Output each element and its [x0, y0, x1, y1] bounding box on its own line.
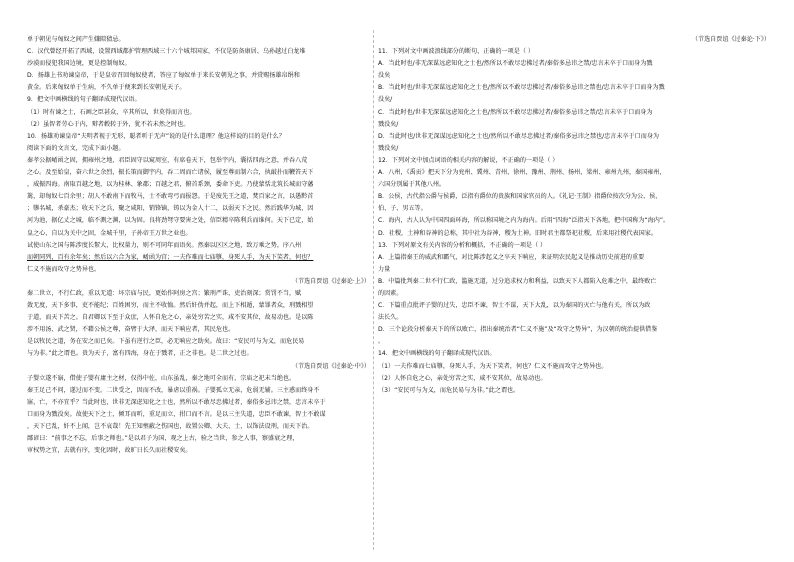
text-line: A．八州，《禹贡》把天下分为兖州、冀州、青州、徐州、豫州、荆州、扬州、梁州、雍州九州，秦国雍州， [378, 169, 666, 177]
text-line: （3）“安民可与为义，而危民易与为非。”此之谓也。 [378, 386, 520, 394]
text-line: 。 [378, 338, 385, 346]
right-questions [378, 46, 770, 397]
text-line: D．社稷，土神和谷神的总称，其中社为谷神，稷为土神。旧时君主都祭祀社稷，后来用社稷代表国家。 [378, 229, 657, 237]
left-passage-3 [27, 373, 370, 458]
text-line: 试使山东之国与陈涉度长絜大，比权量力，则不可同年而语矣。然秦以区区之地，致万乘之势，序八州 [27, 241, 302, 249]
text-line: 力量 [378, 265, 391, 273]
column-divider [373, 30, 374, 550]
text-line: 仁义不施而攻守之势异也。 [27, 265, 101, 273]
text-line: ；隳名城，杀豪杰；收天下之兵，聚之咸阳，销锋镝，铸以为金人十二，以弱天下之民。然后践华为城，因 [27, 205, 314, 213]
text-line: 敛无度，天下多事，吏不能纪；百姓困穷，而主不收恤。然后奸伪并起，而上下相遁，蒙罪者众，刑戮相望 [27, 302, 314, 310]
text-line: ，天下已乱，奸不上闻，岂不哀哉！先王知壅蔽之伤国也，故置公卿、大夫、士，以饰法设刑，而天下治。 [27, 423, 314, 430]
text-line: 秦孝公据崤函之固，拥雍州之地，君臣固守以窥周室，有席卷天下，包举宇内，囊括四海之意，并吞八荒 [27, 156, 308, 164]
text-line: 审权势之宜，去就有序，变化因时，故旷日长久而社稷安矣。 [27, 447, 192, 455]
text-line: 沙漠而侵犯我国边境，更是控制匈奴。 [27, 60, 131, 68]
text-line: （1）时有谏之士，石画之臣甚众，卒其所以，世莫得而言也。 [27, 108, 196, 116]
text-line: 鄙谚曰：“前事之不忘，后事之师也。”是以君子为国，观之上古，验之当世，参之人事，察盛衰之理， [27, 435, 299, 443]
text-line: 单于朝见与匈奴之间产生嫌隙猜忌。 [27, 36, 125, 43]
left-passage [27, 34, 370, 276]
text-line: 没矣/ [378, 96, 393, 104]
text-line: （2）人怀自危之心，亲处穷苦之实，咸不安其位，故易动也。 [378, 374, 547, 382]
right-column [378, 34, 770, 397]
source-citation-1: （节选自贾谊《过秦论·上》） [291, 277, 370, 285]
text-line: 伯、子、男五等。 [378, 205, 427, 213]
text-line: 河为池，据亿丈之城，临不测之渊，以为固。良将劲弩守要害之处，信臣精卒陈利兵而谁何。天下已定，始 [27, 217, 314, 225]
text-line: 是以牧民之道，务在安之而已矣。下虽有逆行之臣，必无响应之助矣。故曰：“安民可与为义，而危民易 [27, 338, 305, 346]
text-line: ，威振四海。南取百越之地，以为桂林、象郡；百越之君，俯首系颈，委命下吏。乃使蒙恬北筑长城而守藩 [27, 181, 314, 189]
text-line: 戮没矣/ [378, 144, 399, 152]
text-line: D．当此时也/世非无深谋远虑知化之士也/然所以不敢尽忠拂过者/秦俗多忌讳之禁也/忠言未卒于口而身为 [378, 132, 660, 140]
text-line: 寤，亡，不亦宜乎？当此时也，世非无深虑知化之士也，然所以不敢尽忠拂过者，秦俗多忌讳之禁，忠言未卒于 [27, 398, 326, 406]
text-line: B．公侯，古代指公爵与侯爵，泛指有爵位的贵族和国家官员的人。《礼记·王制》指爵位按次分为公、侯、 [378, 193, 662, 201]
text-line: 13．下列对原文有关内容的分析和概括，不正确的一项是（ ） [378, 241, 547, 249]
text-line: 戮没矣/ [378, 120, 399, 128]
text-line: 的因素。 [378, 289, 403, 297]
text-line: 11．下列对文中画波浪线部分的断句，正确的一项是（ ） [378, 48, 534, 56]
text-line: 12．下列对文中加点词语的相关内容的解说，不正确的一项是（ ） [378, 156, 559, 164]
text-line: B．中篇批判秦二世不行仁政，滥施无道，过分追求权力和利益，以致天下人都陷入危难之中，最终败亡 [378, 277, 657, 285]
text-line: 秦王足己不问，遂过而不变。二世受之，因而不改，暴虐以重祸。子婴孤立无亲，危弱无辅。三主惑而终身不 [27, 386, 320, 394]
text-line: 于道，而天下苦之。自君卿以下至于众庶，人怀自危之心，亲处穷苦之实，咸不安其位，故易动也。是以陈 [27, 314, 314, 322]
text-line: 14．把文中画横线的句子翻译成现代汉语。 [378, 350, 496, 358]
text-line: 篱，却匈奴七百余里；胡人不敢南下而牧马，士不敢弯弓而报怨。于是废先王之道，焚百家之言，以愚黔首 [27, 193, 314, 201]
text-line: 与为非。”此之谓也。贵为天子，富有四海，身在于戮者，正之非也。是二世之过也。 [27, 350, 253, 358]
text-line: 黄金。后来匈奴单于生病，不久单于便来到长安朝见天子。 [27, 84, 186, 92]
text-line: C．下篇重点批评子婴的过失，忠臣不谏，智士不谋，天下大乱，以为秦国的灭亡与他有关，所以为政 [378, 302, 651, 310]
text-line: 法长久。 [378, 314, 403, 322]
text-line: D．三个论段分析秦天下的所以败亡，指出秦统治者“仁义不施”及“攻守之势异”，为汉朝的统治提供借鉴 [378, 326, 658, 334]
text-line: 之心。及至始皇，奋六世之余烈，振长策而御宇内，吞二周而亡诸侯，履至尊而制六合，执敲扑而鞭笞天下 [27, 169, 314, 177]
text-line: 10．扬雄劝谏皇帝“夫明者视于无形，聪者听于无声”说的是什么道理？他这样说的目的是什么？ [27, 132, 285, 140]
text-line: 皇之心，自以为关中之固，金城千里，子孙帝王万世之业也。 [27, 229, 192, 237]
text-line: 口而身为戮没矣。故使天下之士，倾耳而听，重足而立，拑口而不言。是以三主失道，忠臣不敢谏，智士不敢谋 [27, 410, 326, 418]
text-line: 秦二世立，不行仁政，重以无道：坏宗庙与民，更始作阿房之宫；繁刑严诛，吏治刻深；赏罚不当，赋 [27, 289, 302, 297]
text-line: （1）一夫作难而七庙隳，身死人手，为天下笑者，何也？仁义不施而攻守之势异也。 [378, 362, 608, 370]
left-column [27, 34, 370, 457]
text-line: 子婴立遂不寤，借使子婴有庸主之材，仅得中佐，山东虽乱，秦之地可全而有，宗庙之祀未当绝也。 [27, 374, 296, 382]
text-line: D．扬雄上书劝谏皇帝，于是皇帝召回匈奴使者，答应了匈奴单于来长安朝见之事，并赏赐扬雄帛绢和 [27, 72, 300, 80]
text-line: 没矣 [378, 72, 391, 80]
text-line: 而朝同列，百有余年矣；然后以六合为家，崤函为宫；一夫作难而七庙隳，身死人手，为天下笑者，何也？ [27, 253, 314, 261]
text-line: C．当此时也/世非无深谋远虑知化之士也/然所以不敢尽忠拂过者/秦俗多忌讳之禁/忠言未卒于口而身为 [378, 108, 653, 116]
text-line: C．海内，古人认为中国四面环海，所以称国境之内为海内。后用“四海”泛指天下各地，把中国称为“海内”。 [378, 217, 670, 225]
text-line: A．上篇指秦王的威武和霸气，对比陈涉起义之卒天下响应，来证明农民起义是推动历史前进的重要 [378, 253, 645, 261]
text-line: C．汉代曾经开拓了西域，设置西域都护管理西域三十六个城邦国家，不仅是防备康居、乌孙越过白龙堆 [27, 48, 306, 56]
text-line: 阅读下面的文言文，完成下面小题。 [27, 144, 125, 152]
text-line: B．当此时也/世非无深谋远虑知化之士也/然所以不敢尽忠拂过者/秦俗多忌讳之禁也/忠言未卒于口而身为戮 [378, 84, 665, 92]
text-line: 9．把文中画横线的句子翻译成现代汉语。 [27, 96, 141, 104]
text-line: 六国分别属于其他八州。 [378, 181, 446, 189]
text-line: （2）虽智者劳心于内，辩者毂转于外，犹不若未然之时也。 [27, 120, 190, 128]
source-citation-3: （节选自贾谊《过秦论·下》） [691, 36, 770, 43]
source-citation-2: （节选自贾谊《过秦论·中》） [291, 362, 370, 370]
text-line: A．当此时也/非无深谋远虑知化之士也/然所以不敢尽忠拂过者/秦俗多忌讳之禁/忠言未卒于口而身为戮 [378, 60, 653, 68]
left-passage-2 [27, 288, 370, 361]
text-line: 涉不用汤、武之贤，不藉公侯之尊，奋臂于大泽，而天下响应者，其民危也。 [27, 326, 235, 334]
